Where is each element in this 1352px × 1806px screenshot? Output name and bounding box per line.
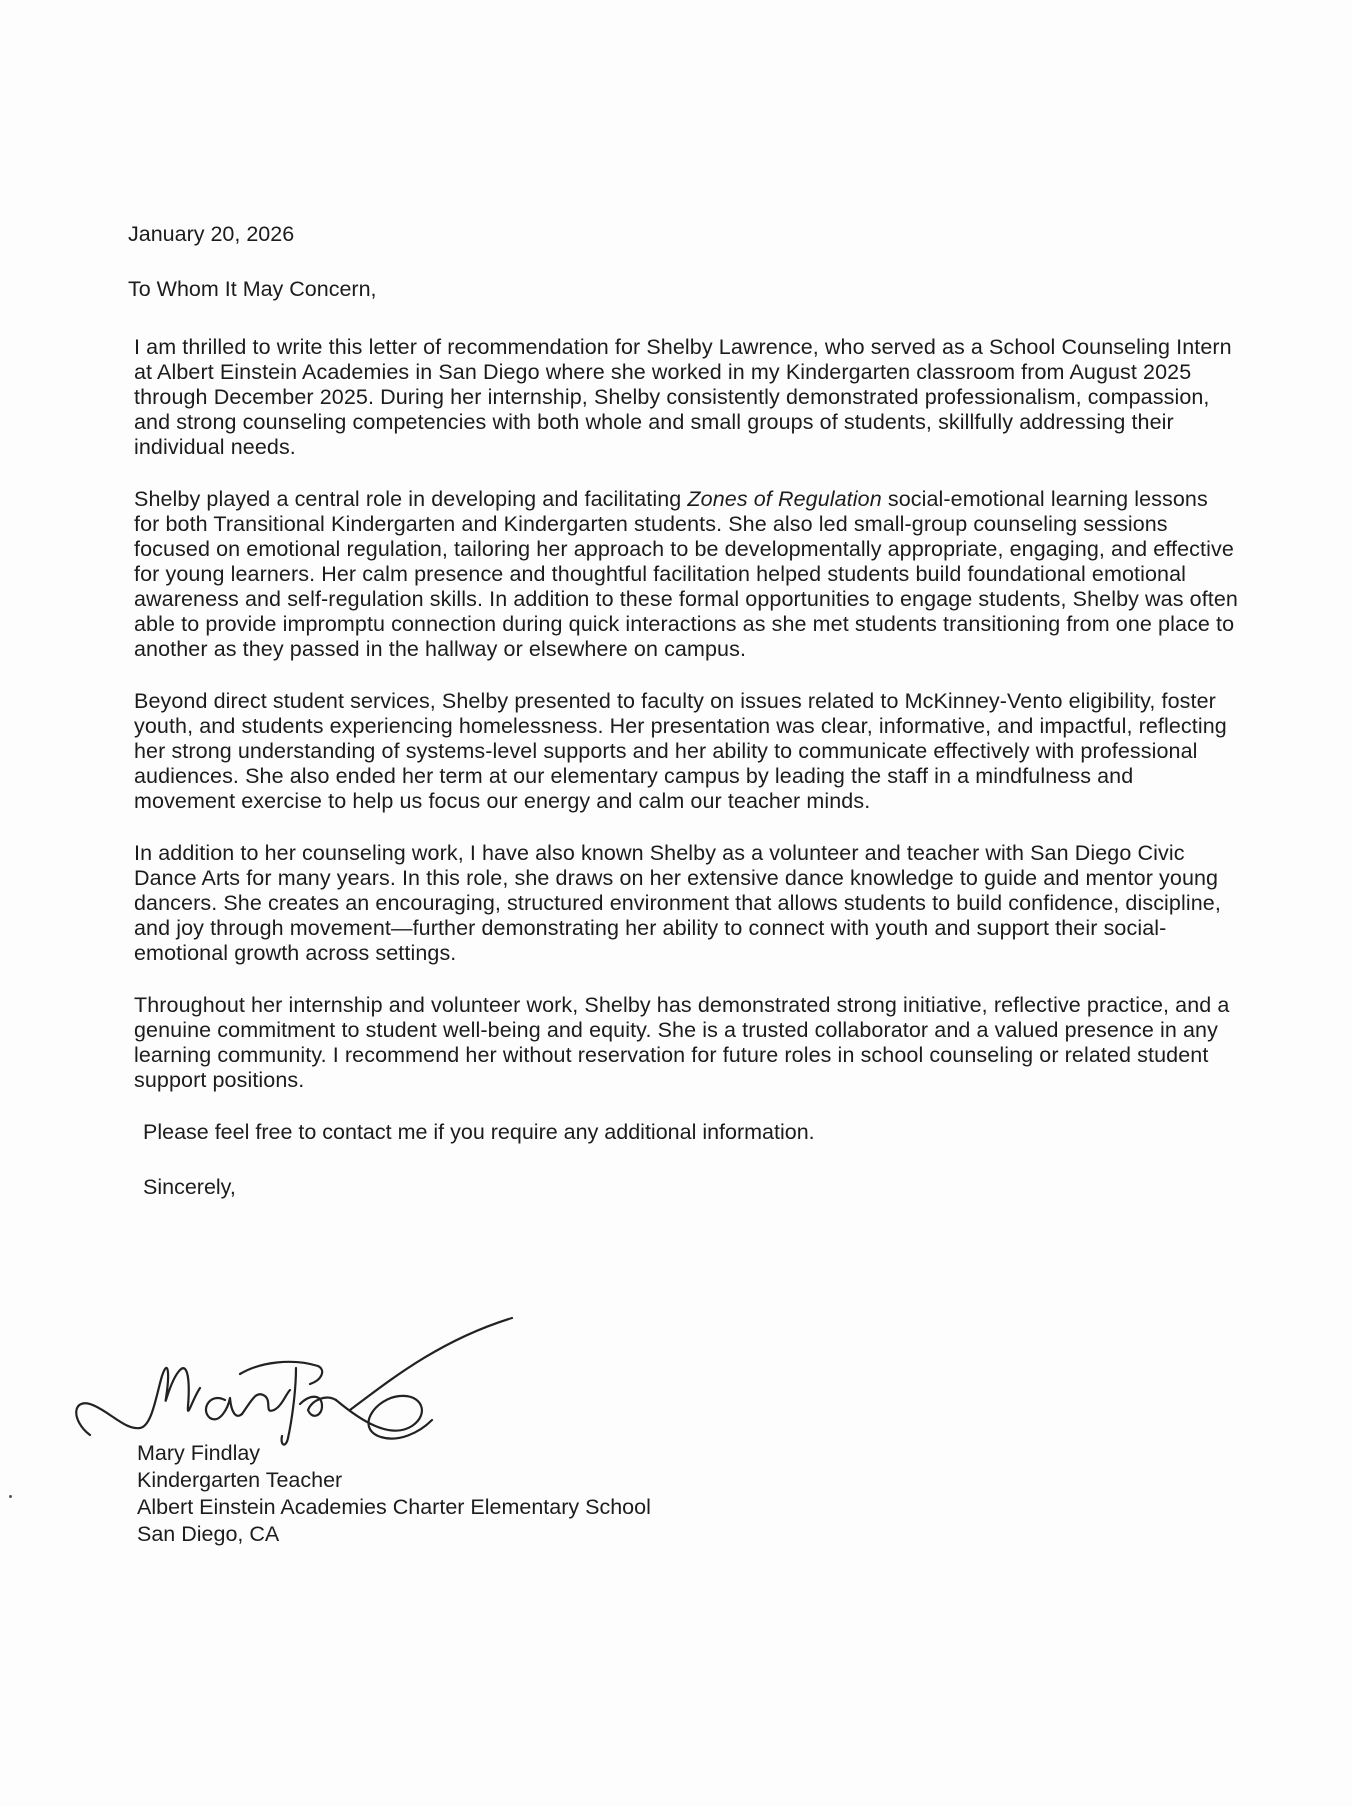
zones-of-regulation-title: Zones of Regulation — [687, 487, 882, 511]
letter-date: January 20, 2026 — [128, 222, 295, 246]
paragraph-2-text-b: social-emotional learning lessons for both Transitional Kindergarten and Kindergarten students. She also led small-group counseling sessions focused on emotional regulation, tailoring her approach to be developmentally appropriate, engaging, and effective for young learners. Her calm presence and thoughtful facilitation helped students build foundational emotional awareness and self-regulation skills. In addition to these formal opportunities to engage students, Shelby was often able to provide impromptu connection during quick interactions as she met students transitioning from one place to another as they passed in the hallway or elsewhere on campus. — [134, 487, 1238, 661]
signer-title: Kindergarten Teacher — [137, 1468, 343, 1492]
paragraph-recommendation: Throughout her internship and volunteer work, Shelby has demonstrated strong initiative, reflective practice, and a genuine commitment to student well-being and equity. She is a trusted collaborator and a valued presence in any learning community. I recommend her without reservation for future roles in school counseling or related student support positions. — [134, 993, 1230, 1092]
paragraph-faculty-presentation: Beyond direct student services, Shelby presented to faculty on issues related to McKinney-Vento eligibility, foster youth, and students experiencing homelessness. Her presentation was clear, informative, and impactful, reflecting her strong understanding of systems-level supports and her ability to communicate effectively with professional audiences. She also ended her term at our elementary campus by leading the staff in a mindfulness and movement exercise to help us focus our energy and calm our teacher minds. — [134, 689, 1227, 813]
signer-location: San Diego, CA — [137, 1522, 280, 1546]
closing-sincerely: Sincerely, — [143, 1175, 236, 1199]
salutation: To Whom It May Concern, — [128, 277, 377, 301]
paragraph-introduction: I am thrilled to write this letter of recommendation for Shelby Lawrence, who served as a School Counseling Intern at Albert Einstein Academies in San Diego where she worked in my Kindergarten classroom from August 2025 through December 2025. During her internship, Shelby consistently demonstrated professionalism, compassion, and strong counseling competencies with both whole and small groups of students, skillfully addressing their individual needs. — [134, 335, 1232, 459]
stray-ink-dot — [9, 1495, 12, 1498]
signature-block — [137, 1440, 651, 1548]
paragraph-2-text-a: Shelby played a central role in developing and facilitating — [134, 487, 688, 511]
signer-organization: Albert Einstein Academies Charter Elementary School — [137, 1495, 651, 1519]
letter-body — [128, 222, 1238, 1200]
paragraph-counseling-role — [128, 487, 1238, 662]
contact-line: Please feel free to contact me if you require any additional information. — [143, 1120, 815, 1144]
paragraph-dance-volunteer: In addition to her counseling work, I have also known Shelby as a volunteer and teacher with San Diego Civic Dance Arts for many years. In this role, she draws on her extensive dance knowledge to guide and mentor young dancers. She creates an encouraging, structured environment that allows students to build confidence, discipline, and joy through movement—further demonstrating her ability to connect with youth and support their social-emotional growth across settings. — [134, 841, 1221, 965]
signer-name: Mary Findlay — [137, 1441, 261, 1465]
